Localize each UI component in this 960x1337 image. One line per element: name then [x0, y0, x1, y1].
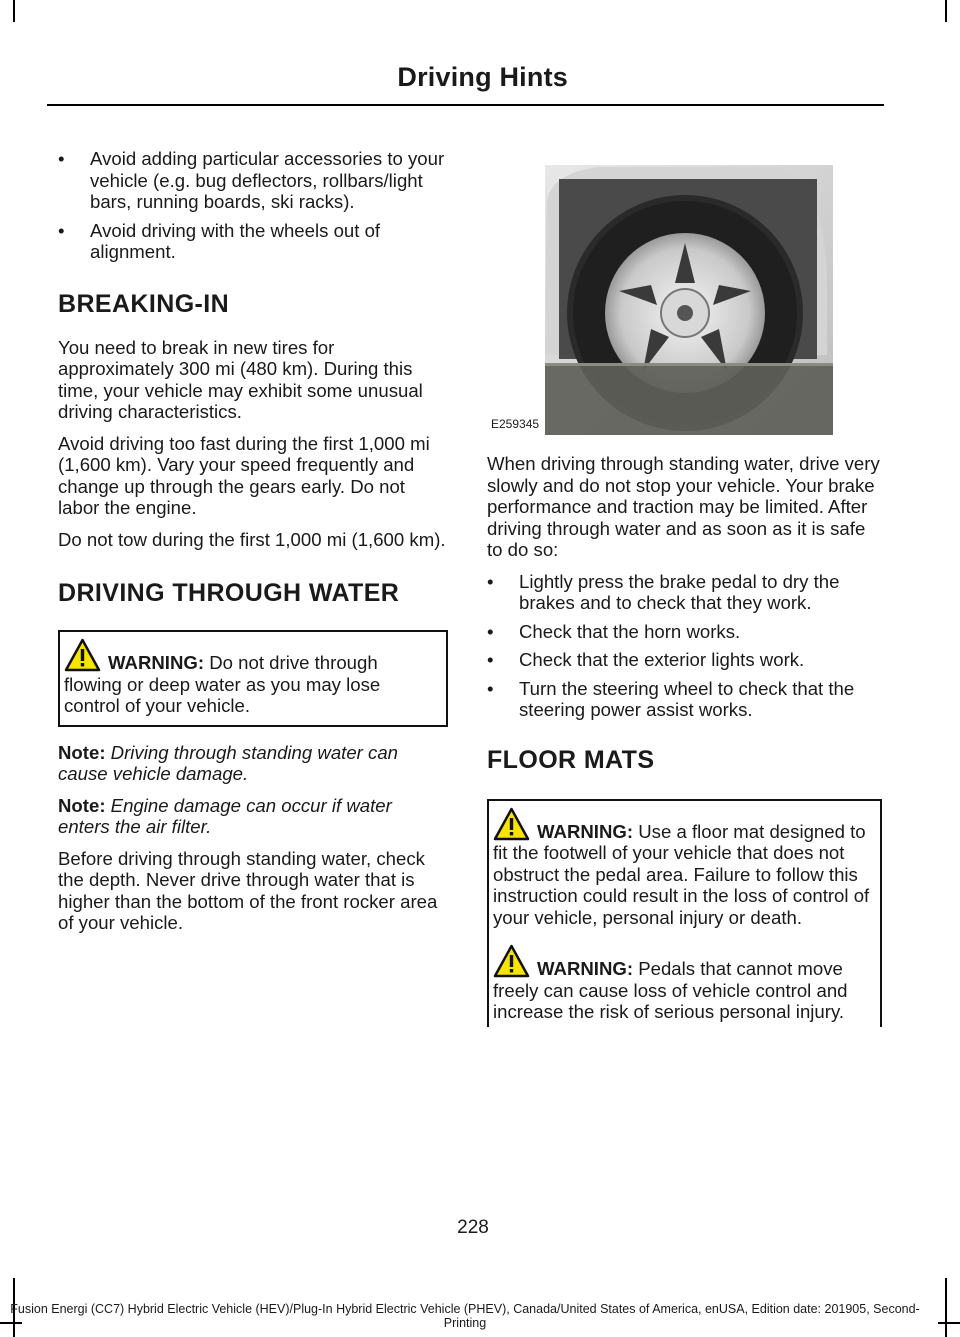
warning-label: WARNING:	[537, 958, 634, 979]
water-depth-paragraph: Before driving through standing water, check the depth. Never drive through water that is higher than the bottom of the front rocker area of your vehicle.	[58, 847, 438, 933]
header-rule	[47, 104, 884, 106]
warning-triangle-icon	[493, 944, 530, 978]
warning-triangle-icon	[64, 638, 101, 672]
warning-text: Do not drive through flowing or deep water as you may lose control of your vehicle.	[64, 652, 381, 716]
floor-mats-warning-box	[487, 799, 882, 1027]
page-header-title: Driving Hints	[397, 62, 568, 92]
warning-block	[493, 944, 874, 1023]
crop-mark-top-right-v	[945, 0, 947, 22]
crop-mark-bottom-right	[945, 1278, 947, 1337]
note-text: Driving through standing water can cause vehicle damage.	[58, 741, 399, 784]
warning-block	[493, 807, 874, 929]
warning-label: WARNING:	[537, 820, 634, 842]
after-water-paragraph: When driving through standing water, drive very slowly and do not stop your vehicle. Your brake performance and traction may be limited. After driving through water and as soon as it is safe to do so:	[487, 453, 880, 560]
breaking-in-paragraph: Do not tow during the first 1,000 mi (1,600 km).	[58, 528, 446, 550]
breaking-in-paragraph: Avoid driving too fast during the first 1,000 mi (1,600 km). Vary your speed frequently and change up through the gears early. Do not labor the engine.	[58, 432, 430, 518]
page-number: 228	[457, 1217, 489, 1238]
figure-code: E259345	[489, 414, 541, 436]
accessories-bullet-list	[58, 148, 448, 263]
list-item: • Avoid adding particular accessories to your vehicle (e.g. bug deflectors, rollbars/light bars, running boards, ski racks).	[58, 148, 448, 213]
warning-text: Pedals that cannot move freely can cause loss of vehicle control and increase the risk of serious personal injury.	[493, 958, 848, 1022]
driving-through-water-heading: DRIVING THROUGH WATER	[58, 579, 400, 607]
note-text: Engine damage can occur if water enters the air filter.	[58, 794, 392, 837]
footer-edition-info: Fusion Energi (CC7) Hybrid Electric Vehicle (HEV)/Plug-In Hybrid Electric Vehicle (PHEV), Canada/United States of America, enUSA, Edition date: 201905, Second-Printing	[10, 1302, 920, 1330]
list-item: • Check that the horn works.	[487, 621, 882, 643]
water-warning-box	[58, 630, 448, 727]
warning-triangle-icon	[493, 807, 530, 841]
breaking-in-paragraph: You need to break in new tires for approximately 300 mi (480 km). During this time, your vehicle may exhibit some unusual driving characteristics.	[58, 336, 423, 422]
note-label: Note:	[58, 741, 106, 763]
warning-text: Use a floor mat designed to fit the footwell of your vehicle that does not obstruct the pedal area. Failure to follow this instruction could result in the loss of control of your vehicle, personal injury or death.	[493, 820, 870, 928]
list-item: • Turn the steering wheel to check that the steering power assist works.	[487, 678, 882, 721]
wheel-in-water-figure	[487, 165, 833, 435]
note-label: Note:	[58, 794, 106, 816]
wheel-illustration	[487, 165, 833, 435]
left-column	[58, 148, 448, 944]
warning-label: WARNING:	[108, 652, 205, 673]
list-item: • Check that the exterior lights work.	[487, 649, 882, 671]
crop-mark-top-left-v	[13, 0, 15, 22]
after-water-bullet-list	[487, 571, 882, 721]
list-item: • Lightly press the brake pedal to dry the brakes and to check that they work.	[487, 571, 882, 614]
note	[58, 742, 448, 785]
list-item: • Avoid driving with the wheels out of alignment.	[58, 220, 448, 263]
right-column	[487, 165, 882, 1027]
breaking-in-heading: BREAKING-IN	[58, 289, 230, 318]
floor-mats-heading: FLOOR MATS	[487, 745, 655, 774]
crop-mark-bottom-right-h	[938, 1322, 960, 1324]
note	[58, 795, 448, 838]
